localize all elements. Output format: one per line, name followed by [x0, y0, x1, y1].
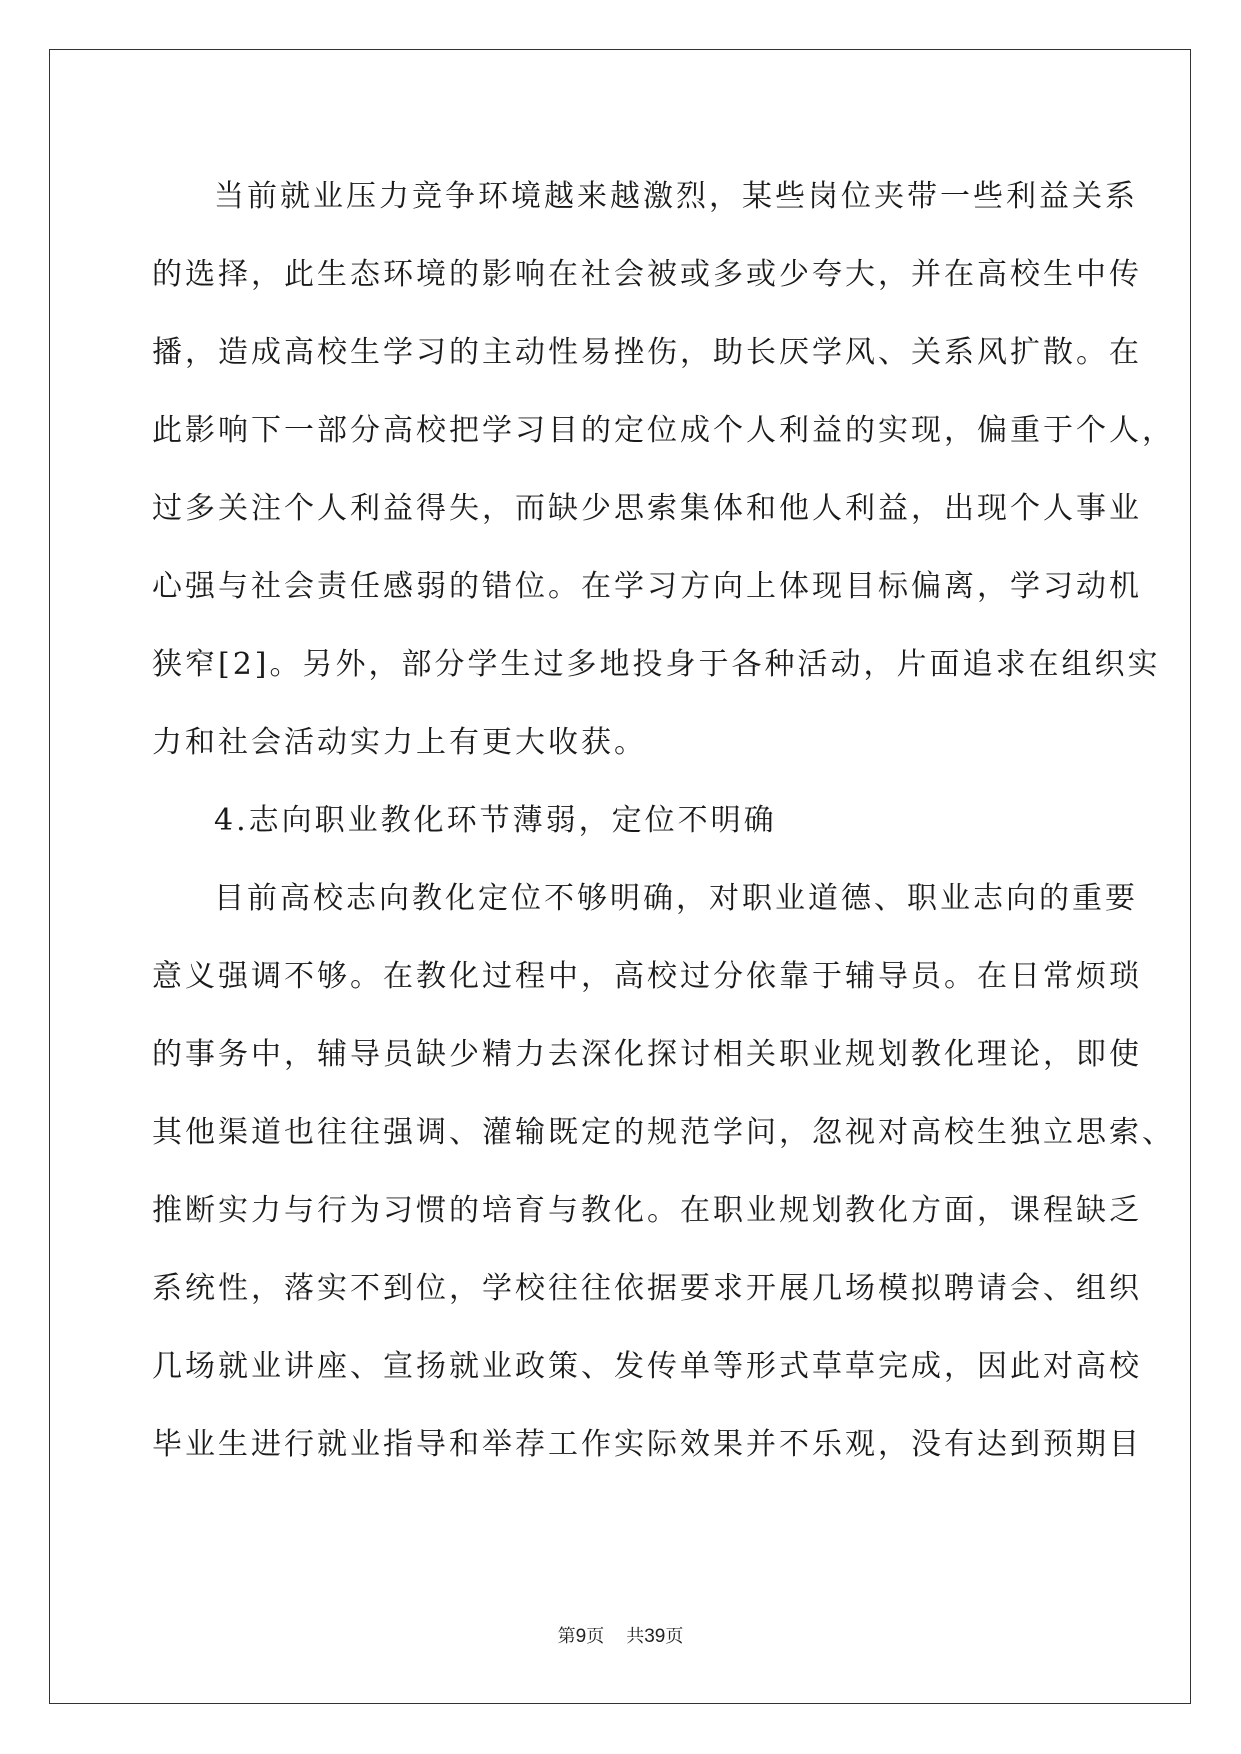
text-line: 毕业生进行就业指导和举荐工作实际效果并不乐观，没有达到预期目	[152, 1427, 1142, 1462]
document-body	[152, 158, 1175, 1484]
text-line: 狭窄[2]。另外，部分学生过多地投身于各种活动，片面追求在组织实	[152, 647, 1161, 682]
text-line: 播，造成高校生学习的主动性易挫伤，助长厌学风、关系风扩散。在	[152, 335, 1142, 370]
text-line: 推断实力与行为习惯的培育与教化。在职业规划教化方面，课程缺乏	[152, 1193, 1142, 1228]
text-line: 当前就业压力竞争环境越来越激烈，某些岗位夹带一些利益关系	[214, 179, 1138, 214]
page-number: 9	[575, 1626, 587, 1647]
text-line: 系统性，落实不到位，学校往往依据要求开展几场模拟聘请会、组织	[152, 1271, 1142, 1306]
text-line: 几场就业讲座、宣扬就业政策、发传单等形式草草完成，因此对高校	[152, 1349, 1142, 1384]
page-prefix: 第	[557, 1626, 576, 1647]
total-prefix: 共	[626, 1626, 645, 1647]
section-heading: 4.志向职业教化环节薄弱，定位不明确	[214, 803, 777, 838]
page-suffix: 页	[586, 1626, 605, 1647]
paragraph-2	[152, 860, 1175, 1484]
total-pages: 39	[644, 1626, 666, 1647]
total-suffix: 页	[665, 1626, 684, 1647]
text-line: 意义强调不够。在教化过程中，高校过分依靠于辅导员。在日常烦琐	[152, 959, 1142, 994]
text-line: 其他渠道也往往强调、灌输既定的规范学问，忽视对高校生独立思索、	[152, 1115, 1175, 1150]
text-line: 的选择，此生态环境的影响在社会被或多或少夸大，并在高校生中传	[152, 257, 1142, 292]
paragraph-1	[152, 158, 1175, 782]
text-line: 力和社会活动实力上有更大收获。	[152, 725, 647, 760]
text-line: 的事务中，辅导员缺少精力去深化探讨相关职业规划教化理论，即使	[152, 1037, 1142, 1072]
page-footer	[0, 1622, 1241, 1648]
text-line: 目前高校志向教化定位不够明确，对职业道德、职业志向的重要	[214, 881, 1138, 916]
text-line: 心强与社会责任感弱的错位。在学习方向上体现目标偏离，学习动机	[152, 569, 1142, 604]
text-line: 过多关注个人利益得失，而缺少思索集体和他人利益，出现个人事业	[152, 491, 1142, 526]
text-line: 此影响下一部分高校把学习目的定位成个人利益的实现，偏重于个人，	[152, 413, 1175, 448]
